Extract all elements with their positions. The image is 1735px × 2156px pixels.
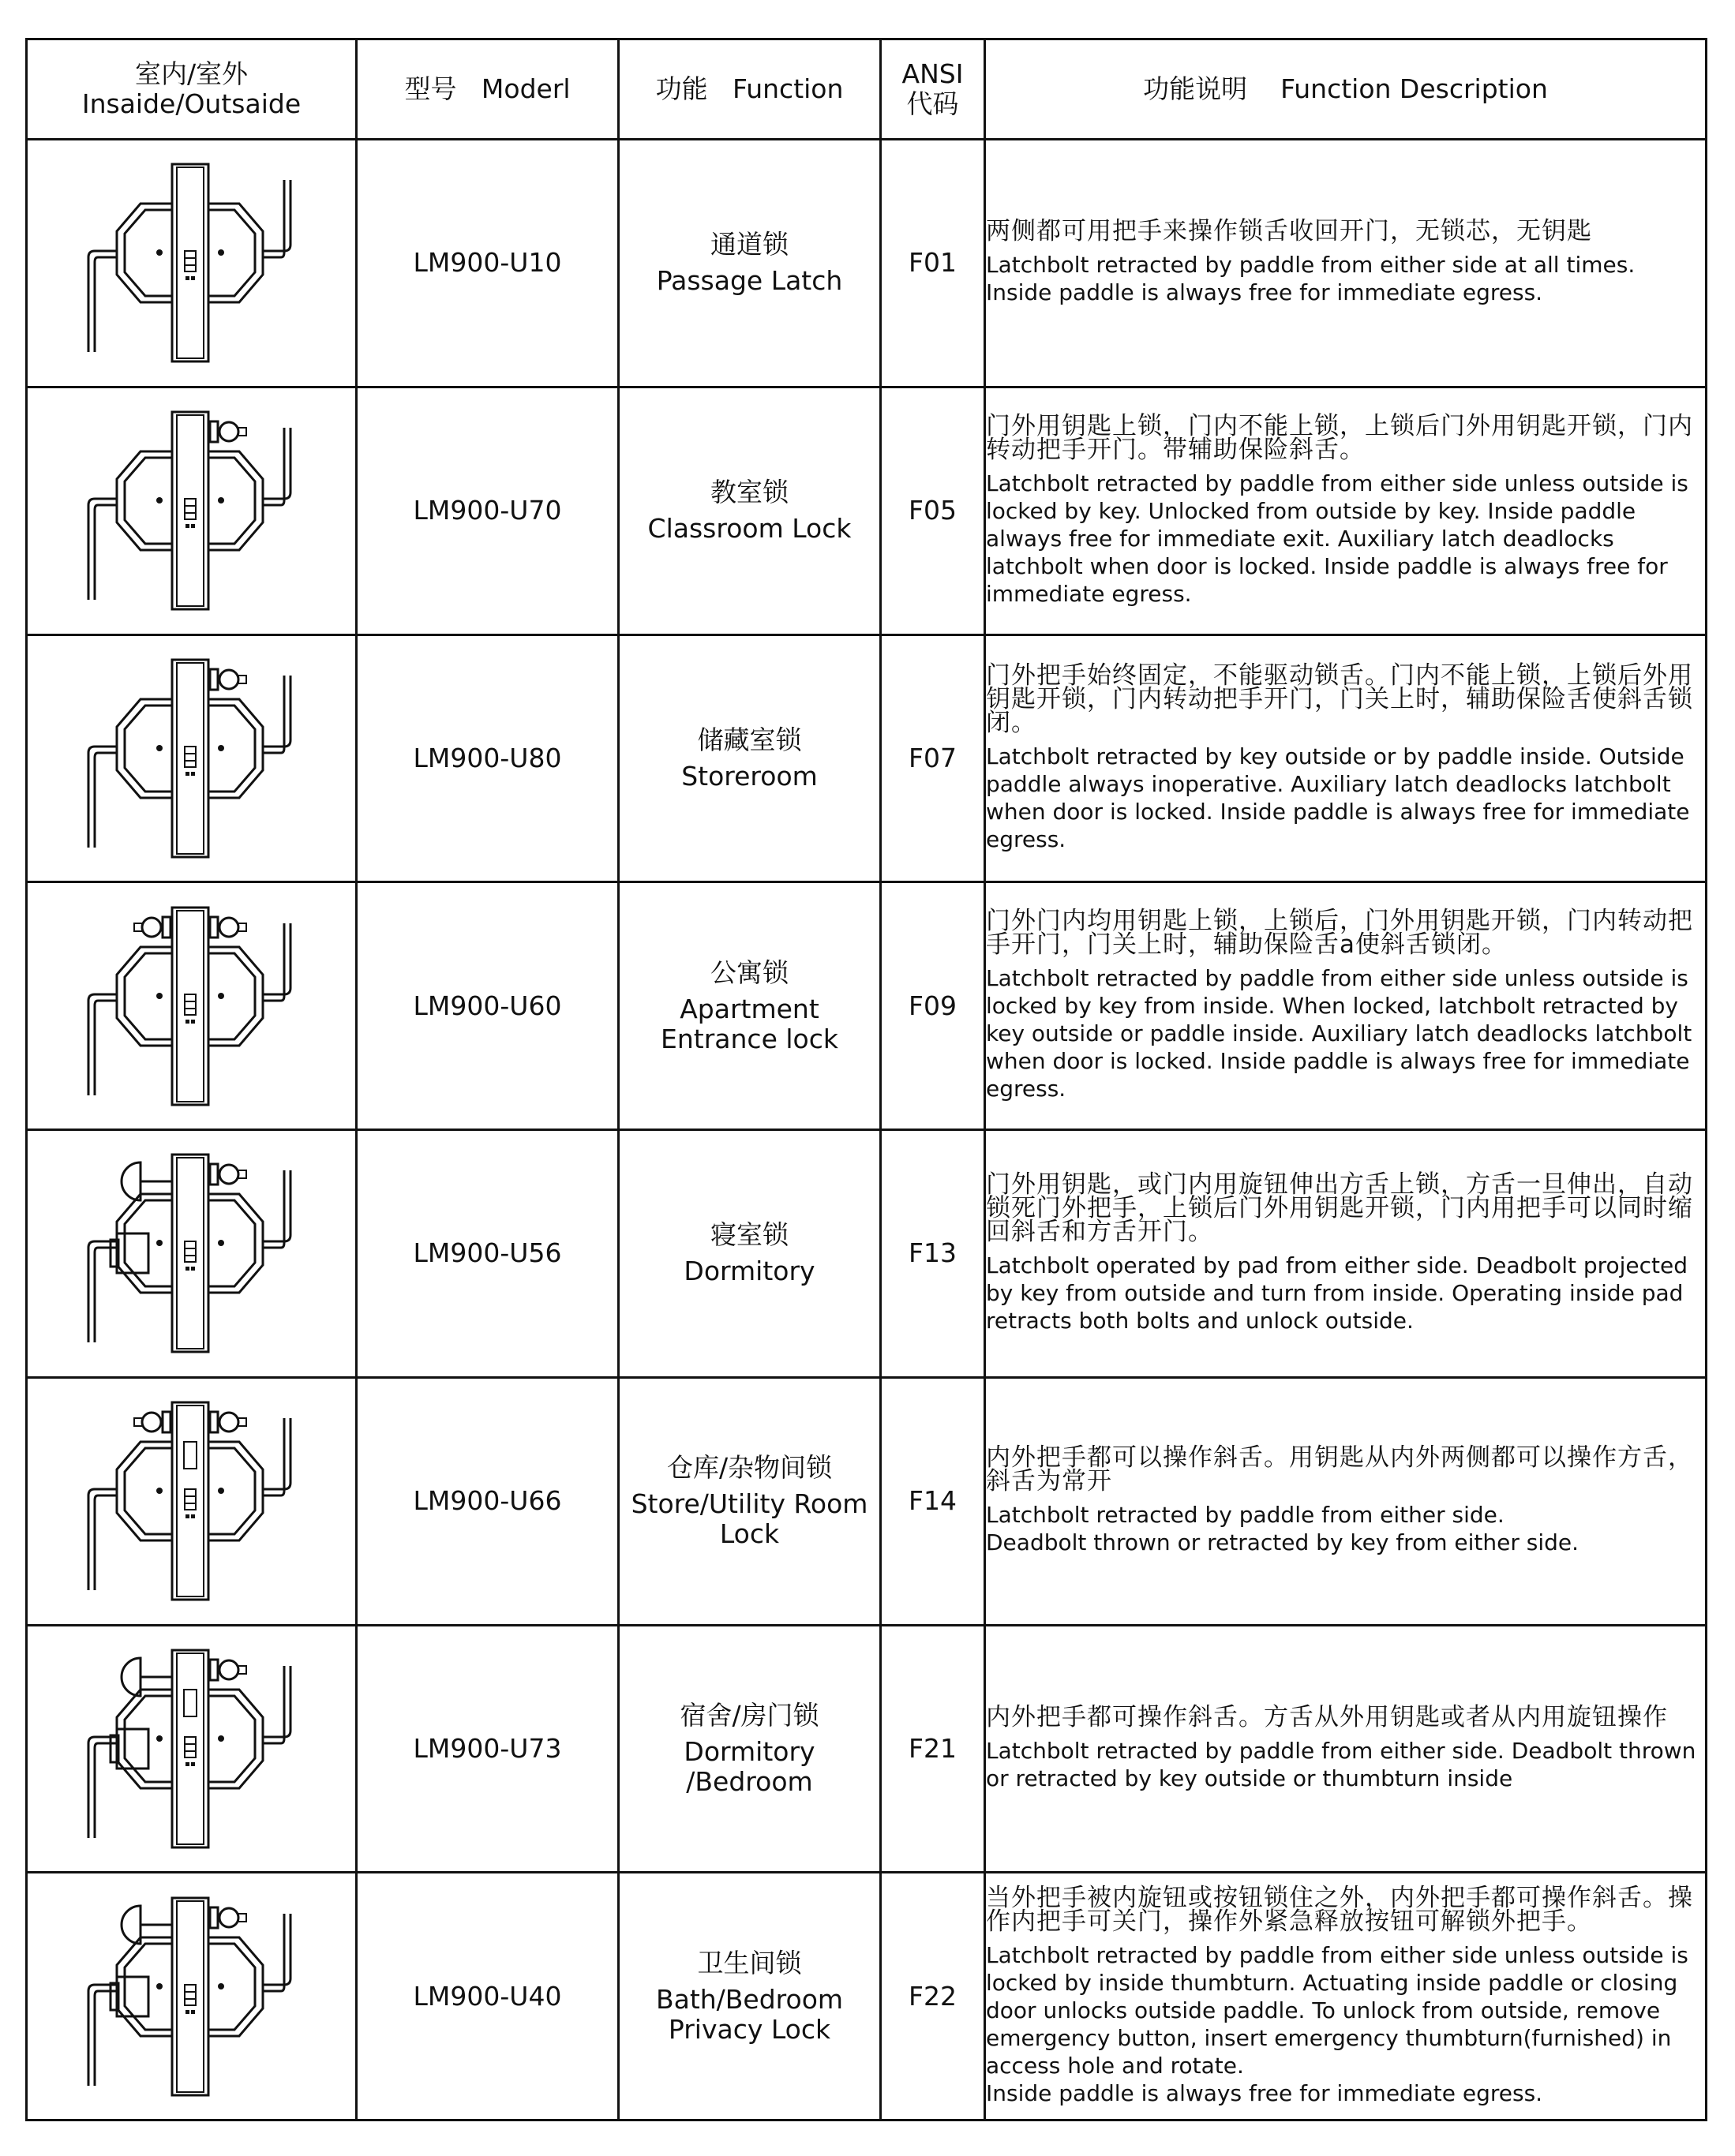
lock-figure-cell (27, 882, 357, 1130)
description-en: Latchbolt retracted by paddle from either side unless outside is locked by key. Unlocked from outside by key. Inside paddle always free for immediate exit. Auxiliary latch deadlocks latchbolt when door is locked. Inside paddle is always free for immediate egress. (986, 470, 1688, 607)
model-cell: LM900-U56 (357, 1130, 619, 1378)
description-en: Latchbolt retracted by key outside or by paddle inside. Outside paddle always inoperative. Auxiliary latch deadlocks latchbolt when door is locked. Inside paddle is always free for immediate egress. (986, 743, 1690, 852)
header-row (27, 39, 1707, 140)
function-en: Storeroom (681, 760, 818, 792)
description-cn: 门外把手始终固定，不能驱动锁舌。门内不能上锁，上锁后外用钥匙开锁，门内转动把手开门，门关上时，辅助保险舌使斜舌锁闭。 (986, 661, 1693, 737)
description-cell (985, 387, 1707, 634)
lock-figure-cell (27, 1130, 357, 1378)
lock-figure-cell (27, 1873, 357, 2120)
classroom-lock-icon (62, 404, 322, 617)
store-utility-lock-icon (62, 1394, 322, 1608)
lock-figure-cell (27, 1625, 357, 1873)
description-cn: 门外用钥匙上锁，门内不能上锁，上锁后门外用钥匙开锁，门内转动把手开门。带辅助保险斜舌。 (986, 411, 1693, 464)
model-cell: LM900-U80 (357, 634, 619, 882)
dormitory-lock-icon (62, 1147, 322, 1360)
function-cn: 寝室锁 (710, 1219, 789, 1251)
ansi-code-cell: F07 (881, 634, 985, 882)
function-en: Store/Utility Room Lock (631, 1488, 868, 1550)
table-row (27, 1873, 1707, 2120)
function-en: Apartment Entrance lock (661, 993, 838, 1054)
function-cn: 宿舍/房门锁 (680, 1699, 819, 1731)
model-cell: LM900-U10 (357, 140, 619, 387)
function-en: Classroom Lock (647, 513, 852, 545)
ansi-code-cell: F22 (881, 1873, 985, 2120)
description-en: Latchbolt retracted by paddle from either side at all times. Inside paddle is always free for immediate egress. (986, 252, 1636, 306)
description-cell (985, 1377, 1707, 1625)
function-cn: 卫生间锁 (697, 1947, 802, 1978)
lock-figure-cell (27, 387, 357, 634)
model-cell: LM900-U66 (357, 1377, 619, 1625)
model-cell: LM900-U60 (357, 882, 619, 1130)
description-cell (985, 882, 1707, 1130)
function-cn: 仓库/杂物间锁 (666, 1452, 833, 1484)
description-cell (985, 634, 1707, 882)
description-en: Latchbolt retracted by paddle from either side unless outside is locked by key from inside. When locked, latchbolt retracted by key outside or paddle inside. Auxiliary latch deadlocks latchbolt when door is locked. Inside paddle is always free for immediate egress. (986, 965, 1692, 1102)
function-en: Bath/Bedroom Privacy Lock (655, 1983, 844, 2045)
description-cn: 两侧都可用把手来操作锁舌收回开门，无锁芯，无钥匙 (986, 217, 1592, 246)
lock-figure-cell (27, 140, 357, 387)
function-cn: 公寓锁 (710, 956, 789, 988)
table-row (27, 140, 1707, 387)
function-en: Dormitory (684, 1256, 815, 1287)
description-en: Latchbolt retracted by paddle from either side unless outside is locked by inside thumbturn. Actuating inside paddle or closing door unlocks outside paddle. To unlock from outside, remove emergency button, insert emergency thumbturn(furnished) in access hole and rotate. Inside paddle is always free for immediate egress. (986, 1941, 1688, 2106)
description-cn: 门外用钥匙，或门内用旋钮伸出方舌上锁，方舌一旦伸出，自动锁死门外把手，上锁后门外用钥匙开锁，门内用把手可以同时缩回斜舌和方舌开门。 (986, 1170, 1693, 1246)
lock-figure-cell (27, 634, 357, 882)
apartment-lock-icon (62, 900, 322, 1113)
table-row (27, 1625, 1707, 1873)
description-cell (985, 1130, 1707, 1378)
description-en: Latchbolt retracted by paddle from either side. Deadbolt thrown or retracted by key from either side. (986, 1502, 1579, 1556)
ansi-code-cell: F01 (881, 140, 985, 387)
function-cn: 通道锁 (710, 229, 789, 260)
ansi-code-cell: F21 (881, 1625, 985, 1873)
function-cell (619, 1625, 881, 1873)
function-cell (619, 140, 881, 387)
header-description: 功能说明 Function Description (985, 39, 1707, 140)
function-en: Passage Latch (656, 265, 843, 297)
model-cell: LM900-U73 (357, 1625, 619, 1873)
function-cell (619, 1130, 881, 1378)
description-cell (985, 1625, 1707, 1873)
privacy-lock-icon (62, 1890, 322, 2103)
model-cell: LM900-U70 (357, 387, 619, 634)
function-cn: 储藏室锁 (697, 724, 802, 755)
table-row (27, 634, 1707, 882)
description-en: Latchbolt operated by pad from either side. Deadbolt projected by key from outside and turn from inside. Operating inside pad retracts both bolts and unlock outside. (986, 1252, 1688, 1334)
dormitory-bedroom-lock-icon (62, 1642, 322, 1855)
ansi-code-cell: F14 (881, 1377, 985, 1625)
description-cell (985, 140, 1707, 387)
table-row (27, 1130, 1707, 1378)
function-cell (619, 1377, 881, 1625)
table-row (27, 1377, 1707, 1625)
description-cn: 内外把手都可操作斜舌。方舌从外用钥匙或者从内用旋钮操作 (986, 1702, 1668, 1731)
lock-function-table (25, 38, 1707, 2121)
function-cn: 教室锁 (710, 477, 789, 508)
description-cn: 内外把手都可以操作斜舌。用钥匙从内外两侧都可以操作方舌，斜舌为常开 (986, 1443, 1693, 1496)
description-cn: 门外门内均用钥匙上锁，上锁后，门外用钥匙开锁，门内转动把手开门，门关上时，辅助保险舌a使斜舌锁闭。 (986, 907, 1693, 960)
ansi-code-cell: F09 (881, 882, 985, 1130)
function-cell (619, 1873, 881, 2120)
table-row (27, 882, 1707, 1130)
header-model: 型号 Moderl (357, 39, 619, 140)
ansi-code-cell: F13 (881, 1130, 985, 1378)
function-cell (619, 634, 881, 882)
function-en: Dormitory /Bedroom (684, 1735, 815, 1797)
function-cell (619, 387, 881, 634)
table-row (27, 387, 1707, 634)
description-cell (985, 1873, 1707, 2120)
lock-figure-cell (27, 1377, 357, 1625)
model-cell: LM900-U40 (357, 1873, 619, 2120)
header-side: 室内/室外 Insaide/Outsaide (27, 39, 357, 140)
function-cell (619, 882, 881, 1130)
ansi-code-cell: F05 (881, 387, 985, 634)
storeroom-lock-icon (62, 652, 322, 865)
description-en: Latchbolt retracted by paddle from either side. Deadbolt thrown or retracted by key outside or thumbturn inside (986, 1737, 1696, 1791)
header-ansi: ANSI 代码 (881, 39, 985, 140)
header-function: 功能 Function (619, 39, 881, 140)
passage-latch-icon (62, 156, 322, 369)
description-cn: 当外把手被内旋钮或按钮锁住之外，内外把手都可操作斜舌。操作内把手可关门，操作外紧急释放按钮可解锁外把手。 (986, 1883, 1693, 1936)
